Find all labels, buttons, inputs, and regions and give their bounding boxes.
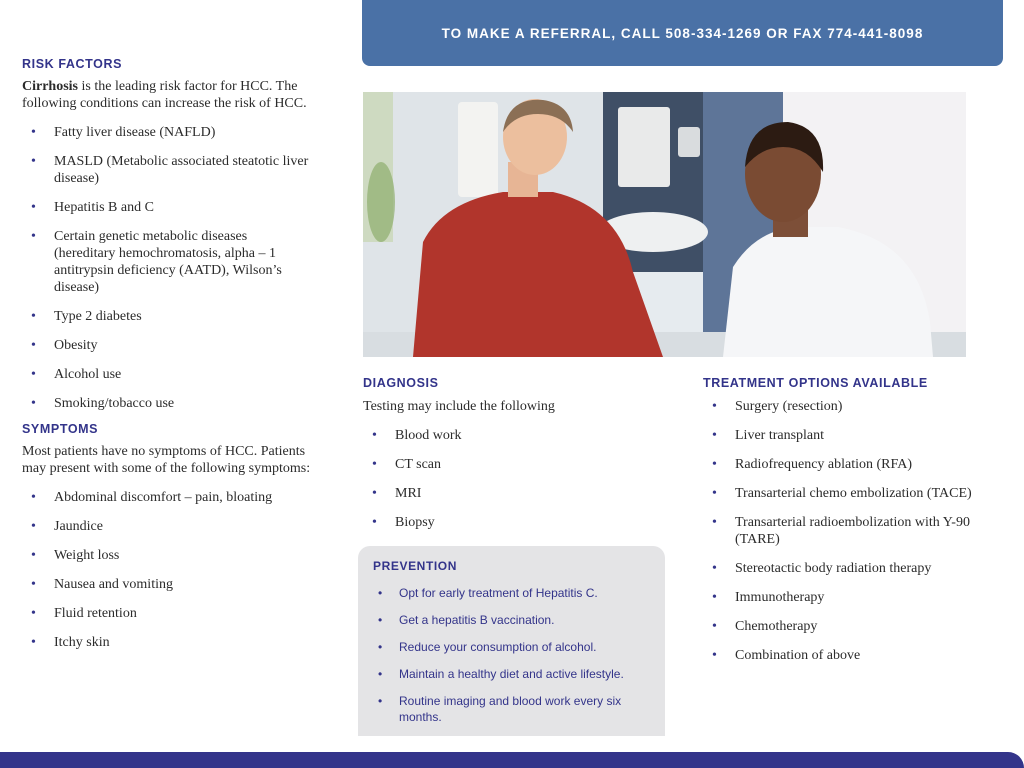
list-item: • Abdominal discomfort – pain, bloating xyxy=(22,489,312,506)
list-item: • MRI xyxy=(363,485,658,502)
list-item: • Nausea and vomiting xyxy=(22,576,312,593)
list-item: • Obesity xyxy=(22,337,312,354)
list-item: • Itchy skin xyxy=(22,634,312,651)
prevention-list xyxy=(373,586,658,737)
list-item: • Immunotherapy xyxy=(703,589,978,606)
doctor-patient-photo xyxy=(363,92,966,357)
list-item: • MASLD (Metabolic associated steatotic liver disease) xyxy=(22,153,312,187)
list-item: • Alcohol use xyxy=(22,366,312,383)
referral-text: TO MAKE A REFERRAL, CALL 508-334-1269 OR FAX 774-441-8098 xyxy=(441,25,924,41)
list-item: • Opt for early treatment of Hepatitis C. xyxy=(373,586,658,602)
list-item: • Jaundice xyxy=(22,518,312,535)
list-item: • Smoking/tobacco use xyxy=(22,395,312,412)
list-item: • Reduce your consumption of alcohol. xyxy=(373,640,658,656)
list-item: • Transarterial chemo embolization (TACE) xyxy=(703,485,978,502)
treatment-list xyxy=(703,398,978,676)
symptoms-heading: SYMPTOMS xyxy=(22,422,99,436)
list-item: • Surgery (resection) xyxy=(703,398,978,415)
list-item: • Radiofrequency ablation (RFA) xyxy=(703,456,978,473)
footer-bar xyxy=(0,752,1024,768)
risk-factors-intro xyxy=(22,78,312,112)
referral-banner xyxy=(362,0,1003,66)
list-item: • Chemotherapy xyxy=(703,618,978,635)
diagnosis-list xyxy=(363,427,658,543)
risk-factors-intro-text: is the leading risk factor for HCC. The following conditions can increase the risk of HCC. xyxy=(22,79,307,111)
list-item: • Get a hepatitis B vaccination. xyxy=(373,613,658,629)
list-item: • Certain genetic metabolic diseases (hereditary hemochromatosis, alpha – 1 antitrypsin deficiency (AATD), Wilson’s disease) xyxy=(22,228,312,296)
list-item: • Blood work xyxy=(363,427,658,444)
list-item: • Type 2 diabetes xyxy=(22,308,312,325)
list-item: • CT scan xyxy=(363,456,658,473)
diagnosis-intro: Testing may include the following xyxy=(363,399,555,414)
list-item: • Fatty liver disease (NAFLD) xyxy=(22,124,312,141)
treatment-heading: TREATMENT OPTIONS AVAILABLE xyxy=(703,376,928,390)
list-item: • Liver transplant xyxy=(703,427,978,444)
list-item: • Transarterial radioembolization with Y-90 (TARE) xyxy=(703,514,978,548)
list-item: • Stereotactic body radiation therapy xyxy=(703,560,978,577)
prevention-heading: PREVENTION xyxy=(373,559,458,573)
list-item: • Biopsy xyxy=(363,514,658,531)
risk-factors-list xyxy=(22,124,312,424)
diagnosis-heading: DIAGNOSIS xyxy=(363,376,439,390)
list-item: • Combination of above xyxy=(703,647,978,664)
list-item: • Hepatitis B and C xyxy=(22,199,312,216)
risk-factors-intro-bold: Cirrhosis xyxy=(22,79,78,94)
list-item: • Fluid retention xyxy=(22,605,312,622)
symptoms-intro: Most patients have no symptoms of HCC. Patients may present with some of the following symptoms: xyxy=(22,444,311,476)
list-item: • Routine imaging and blood work every six months. xyxy=(373,694,658,725)
risk-factors-heading: RISK FACTORS xyxy=(22,57,123,71)
list-item: • Weight loss xyxy=(22,547,312,564)
list-item: • Maintain a healthy diet and active lifestyle. xyxy=(373,667,658,683)
symptoms-list xyxy=(22,489,312,663)
